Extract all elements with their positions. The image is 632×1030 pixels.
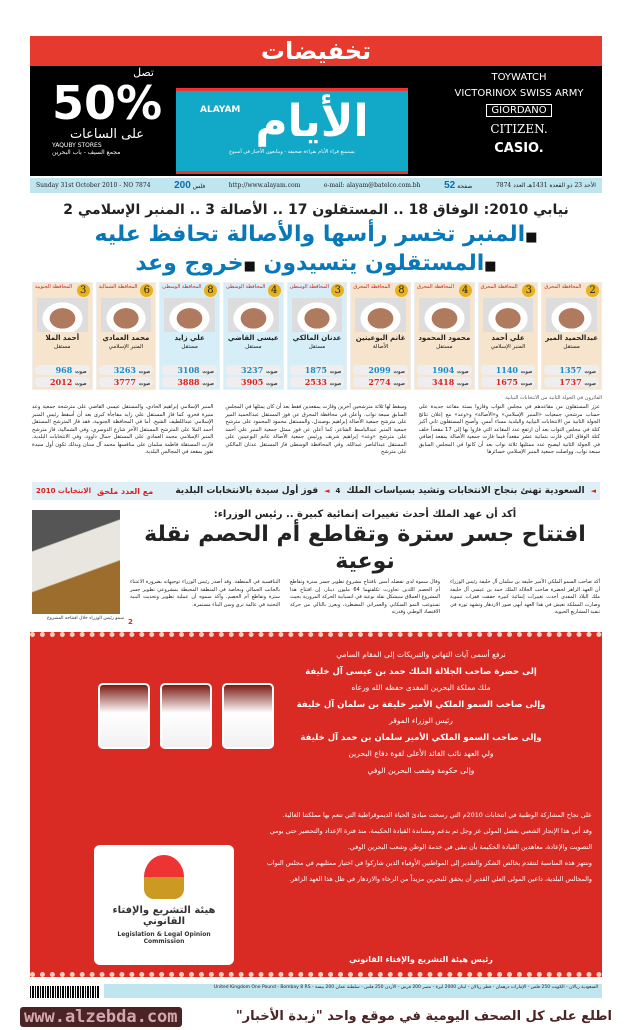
votes-label: صوت [584, 369, 596, 375]
logo-en: ALAYAM [200, 105, 241, 115]
votes-value: 3237 [241, 365, 264, 375]
ad-paragraph: وننتهز هذه المناسبة لنتقدم بخالص الشكر والتقدير إلى المواطنين الأوفياء الذين شاركوا في اختيار ممثليهم في مجلس النواب والمجالس البلدية، داعين المولى العلي القدير أن يحقق للبحرين مزيداً من الرخاء والازدهار في ظل هذا العهد الزاهر. [266, 859, 592, 883]
card-rank-badge: 6 [140, 284, 153, 297]
winners-cards [32, 282, 602, 390]
candidate-photo [546, 298, 597, 332]
votes-winner [290, 377, 345, 387]
votes-value: 3905 [241, 377, 264, 387]
votes-label: صوت [266, 369, 278, 375]
candidate-photo [164, 298, 215, 332]
org-name-en: Legislation & Legal Opinion Commission [117, 931, 211, 945]
votes-label: صوت [266, 381, 278, 387]
brand-list [444, 72, 594, 161]
barcode [30, 986, 100, 998]
article-title[interactable]: افتتاح جسر سترة وتقاطع أم الحصم نقلة نوعية [144, 522, 586, 574]
ad-paragraph: وقد أتى هذا الإنجاز الشعبي بفضل المولى عز وجل ثم بدعم ومساندة القيادة الحكيمة، منذ فترة الإعداد والتحضير حتى يومي التصويت والإعادة، معاهدين القيادة الحكيمة بأن نبقى في خدمة الوطن وشعب البحرين الوفي. [269, 827, 592, 851]
lead-story [32, 404, 600, 457]
votes-winner [353, 377, 408, 387]
candidate-party: مستقل [245, 344, 262, 350]
on-watches-label: على الساعات [69, 127, 145, 142]
candidate-party: مستقل [436, 344, 453, 350]
brand-victorinox: VICTORINOX SWISS ARMY [454, 88, 584, 99]
card-header [417, 284, 472, 297]
votes-label: صوت [457, 369, 469, 375]
votes-label: صوت [202, 369, 214, 375]
ad-signature: رئيس هيئة التشريع والإفتاء القانوني [349, 955, 493, 964]
greeting-line: ملك مملكة البحرين المفدى حفظه الله ورعاه [351, 683, 491, 692]
votes-label: صوت [457, 381, 469, 387]
votes-label: صوت [520, 381, 533, 387]
votes-value: 1904 [432, 365, 455, 375]
article-photo [32, 510, 120, 614]
card-region: المحافظة الوسطى [225, 284, 266, 290]
ad-banner-sale-title: تخفيضات [30, 36, 602, 66]
votes-value: 1675 [495, 377, 518, 387]
card-rank-badge: 3 [331, 284, 344, 297]
card-region: المحافظة الوسطى [289, 284, 329, 290]
candidate-name: محمود المحمود [418, 334, 471, 342]
candidate-photo [355, 298, 406, 332]
votes-opponent [417, 365, 472, 375]
article-photo-caption: سمو رئيس الوزراء خلال افتتاحه المشروع [46, 616, 124, 621]
bullet-square-icon: ■ [243, 259, 256, 274]
votes-label: صوت [75, 369, 87, 375]
candidate-name: غانم البوعينين [355, 334, 406, 342]
votes-opponent [290, 365, 345, 375]
date-ar: الأحد 23 ذو القعدة 1431هـ العدد 7874 [495, 182, 596, 189]
votes-winner [544, 377, 599, 387]
article-body [130, 579, 600, 617]
candidate-photo [101, 298, 152, 332]
brand-casio: CASIO. [494, 141, 544, 156]
votes-label: صوت [584, 381, 596, 387]
subheadline: نيابي 2010: الوفاق 18 .. المستقلون 17 .. الأصالة 3 .. المنبر الإسلامي 2 [63, 202, 569, 218]
candidate-name: عبدالحميد المير [545, 334, 599, 342]
brand-giordano: GIORDANO [486, 104, 551, 117]
candidate-photo [228, 298, 279, 332]
article-page-ref[interactable]: 2 [128, 618, 133, 626]
votes-value: 2099 [368, 365, 391, 375]
greeting-line: وإلى حكومة وشعب البحرين الوفي [367, 765, 475, 775]
arrow-icon: ◄ [590, 486, 596, 495]
candidate-party: مستقل [308, 344, 326, 350]
portrait-photo [98, 683, 150, 749]
page-unit: صفحة [457, 183, 473, 190]
card-region: المحافظة المحرق [416, 284, 454, 290]
logo-ar: الأيام [255, 96, 369, 147]
votes-opponent [99, 365, 154, 375]
votes-label: صوت [75, 381, 87, 387]
candidate-name: محمد العمادي [102, 334, 150, 342]
headline-part-3: خروج وعد [135, 251, 244, 276]
candidate-name: علي زايد [174, 334, 205, 342]
votes-winner [417, 377, 472, 387]
promo-banner[interactable] [0, 1003, 632, 1030]
votes-label: صوت [393, 381, 405, 387]
store-address: مجمع السيف - باب البحرين [52, 149, 121, 156]
price-unit: فلس [192, 183, 206, 190]
brand-toywatch: TOYWATCH [491, 72, 547, 83]
teaser-bar [32, 482, 600, 500]
logo-tagline: يستمتع قراء الأيام بقراءة صحيفة - ويتابعون الأخبار في أسبوع [229, 149, 355, 155]
footer-prices: السعودية ريالان - الكويت 250 فلس - الإمارات درهمان - قطر ريالان - لبنان 2000 ليرة - مصر 200 قرش - الأردن 250 فلس - سلطنة عمان 200 بيسة - United Kingdom One Pound - Bombay 8 RS [104, 984, 602, 998]
article-kicker: أكد أن عهد الملك أحدث تغييرات إنمائية كبيرة .. رئيس الوزراء: [213, 509, 517, 520]
votes-opponent [481, 365, 536, 375]
supplement-label: مع العدد ملحق [96, 486, 154, 496]
greeting-line: وإلى صاحب السمو الملكي الأمير خليفة بن سلمان آل خليفة [296, 699, 546, 710]
card-region: المحافظة الوسطى [162, 284, 202, 290]
greeting-line: رئيس الوزراء الموقر [389, 716, 453, 725]
votes-label: صوت [393, 369, 405, 375]
card-header [353, 284, 408, 297]
votes-value: 1140 [495, 365, 518, 375]
candidate-party: مستقل [54, 344, 71, 350]
greeting-lines [250, 647, 592, 779]
votes-opponent [162, 365, 217, 375]
article-column: أكد صاحب السمو الملكي الأمير خليفة بن سلمان آل خليفة رئيس الوزراء أن العهد الزاهر لحضرة صاحب الجلالة الملك حمد بن عيسى آل خليفة ملك البلاد المفدى أحدث تغييرات إنمائية كبيرة حققت قفزات تنموية وصارت المملكة تعيش في هذا العهد أبهى صور الازدهار وتشهد ثورة في تنفيذ المشاريع الحيوية. [450, 579, 600, 615]
greeting-line: نرفع أسمى آيات التهاني والتبريكات إلى المقام السامي [336, 650, 506, 659]
main-headline[interactable] [30, 222, 602, 280]
card-header [481, 284, 536, 297]
bullet-square-icon: ■ [484, 259, 497, 274]
votes-value: 2012 [50, 377, 73, 387]
votes-opponent [353, 365, 408, 375]
votes-label: صوت [202, 381, 214, 387]
headline-part-1: المنبر تخسر رأسها والأصالة تحافظ عليه [94, 222, 526, 247]
card-rank-badge: 3 [77, 284, 90, 297]
article-column: وقال سموه لدى تفضله أمس بافتتاح مشروع تطوير جسر سترة وتقاطع أم الحصم اللذين تجاوزت تكلفتهما 64 مليون دينار، إن افتتاح هذا المشروع العملاق سيشكل نقلة نوعية في انسيابية الحركة المرورية بحيث تستوعب النمو السكاني والعمراني المضطرد، ويعزز بالتالي من حركة الاقتصاد الوطني وقدرته [290, 579, 441, 615]
votes-winner [481, 377, 536, 387]
commission-logo [94, 845, 234, 965]
card-region: المحافظة المحرق [353, 284, 391, 290]
candidate-name: عدنان المالكي [292, 334, 342, 342]
card-header [544, 284, 599, 297]
votes-winner [99, 377, 154, 387]
lead-column: عزز المستقلون من مقاعدهم في مجلس النواب وفازوا بستة مقاعد جديدة على حساب مرشحي جمعيات «المنبر الإسلامي» و«الأصالة» و«وعد» مع إعلان نتائج الجولة الثانية من الانتخابات النيابية والبلدية مساء أمس. وأصبح المستقلون ثاني أكبر كتلة في مجلس النواب بعد أن ارتفع عدد المقاعد التي فازوا بها إلى 17 مقعداً خلف كتلة الوفاق التي فازت بثمانية عشر مقعداً فيما فازت جمعية الأصالة بمقعد إضافي في الجولة الثانية ليصبح عدد ممثليها ثلاثة نواب بعد أن كانوا في المجلس السابق سبعة نواب، وواصلت جمعية المنبر الإسلامي خسائرها [418, 404, 600, 455]
card-header [162, 284, 217, 297]
org-name-ar: هيئة التشريع والإفتاء القانوني [112, 905, 216, 927]
article [130, 508, 600, 617]
winner-card[interactable] [223, 282, 284, 390]
promo-url[interactable]: www.alzebda.com [20, 1007, 182, 1027]
card-region: المحافظة المحرق [480, 284, 518, 290]
greeting-line: ولي العهد نائب القائد الأعلى لقوة دفاع البحرين [348, 749, 494, 758]
greeting-line: وإلى صاحب السمو الملكي الأمير سلمان بن حمد آل خليفة [300, 732, 542, 743]
portraits [98, 683, 274, 749]
portrait-photo [160, 683, 212, 749]
card-rank-badge: 8 [395, 284, 408, 297]
lead-column: المنبر الإسلامي إبراهيم الحادي، والمستقل عيسى القاضي على مترشحة جمعية وعد منيرة فخرو، كما فاز المستقل علي زايد مفاجأة كبرى بعد أن أسقط رئيس المنبر الإسلامي عبداللطيف الشيخ. أما في المحافظة الجنوبية، فقد فاز المترشح المستقل أحمد الملا على المترشح المستقل الآخر شارع الدوسري، وفي الشمالية، فاز مترشح المنبر الإسلامي محمد العمادي على المستقل جمال داوود، وفي الانتخابات البلدية، فازت المستقلة فاطمة سلمان على منافسها محمد آل سنان وبذلك تكون أول سيدة تفوز بمقعد في المجالس البلدية. [32, 404, 214, 455]
candidate-party: مستقل [563, 344, 580, 350]
store-name: YAQUBY STORES [52, 142, 102, 149]
card-rank-badge: 3 [522, 284, 535, 297]
votes-winner [226, 377, 281, 387]
votes-value: 2774 [368, 377, 391, 387]
card-rank-badge: 4 [459, 284, 472, 297]
votes-label: صوت [138, 369, 151, 375]
congratulation-ad [30, 632, 602, 977]
votes-label: صوت [138, 381, 151, 387]
votes-value: 3263 [113, 365, 136, 375]
ad-body [250, 807, 592, 887]
card-header [35, 284, 90, 297]
winner-card[interactable] [96, 282, 157, 390]
votes-value: 968 [55, 365, 73, 375]
article-column: التنافسية في المنطقة. وقد أصدر رئيس الوزراء توجيهاته بضرورة الاعتناء بالجانب الجمالي وبخاصة في المنطقة المحيطة بمشروعي تطوير جسر سترة وتقاطع أم الحصم، وأكد سموه أن عملية تطوير وتحديث البنية التحتية في عالمة تري وسن البناء مستمرة. [130, 579, 280, 608]
cards-caption: الفائزون في الجولة الثانية من الانتخابات النيابية [505, 395, 602, 401]
votes-winner [35, 377, 90, 387]
card-rank-badge: 2 [586, 284, 599, 297]
votes-label: صوت [520, 369, 533, 375]
card-header [290, 284, 345, 297]
bullet-square-icon: ■ [525, 230, 538, 245]
promo-text: اطلع على كل الصحف اليومية في موقع واحد "زبدة الأخبار" [235, 1009, 612, 1024]
email-link[interactable]: e-mail: alayam@batelco.com.bh [323, 182, 421, 189]
votes-value: 1875 [304, 365, 327, 375]
discount-percent: 50% [51, 76, 163, 130]
date-en: Sunday 31st October 2010 - NO 7874 [36, 182, 151, 189]
card-region: المحافظة المحرق [544, 284, 582, 290]
candidate-photo [419, 298, 470, 332]
headline-part-2: المستقلون يتسيدون [263, 251, 485, 276]
masthead-logo[interactable] [176, 88, 408, 174]
candidate-photo [37, 298, 88, 332]
supplement-logo[interactable]: الانتخابات 2010 [36, 486, 91, 495]
votes-value: 3777 [113, 377, 136, 387]
winner-card[interactable] [350, 282, 411, 390]
candidate-photo [483, 298, 534, 332]
candidate-party: مستقل [181, 344, 198, 350]
candidate-name: عيسى القاضي [227, 334, 279, 342]
winner-card[interactable] [287, 282, 348, 390]
candidate-name: أحمد الملا [45, 334, 80, 342]
price: 200 [174, 180, 191, 191]
teaser-saudi[interactable]: السعودية تهنئ بنجاح الانتخابات وتشيد بسياسات الملك [346, 485, 585, 496]
winner-card[interactable] [159, 282, 220, 390]
winner-card[interactable] [478, 282, 539, 390]
votes-label: صوت [329, 381, 342, 387]
votes-value: 3418 [432, 377, 455, 387]
votes-value: 3888 [177, 377, 200, 387]
candidate-party: المنبر الإسلامي [490, 344, 526, 350]
emblem-icon [144, 855, 184, 899]
votes-opponent [226, 365, 281, 375]
website-link[interactable]: http://www.alayam.com [228, 182, 301, 189]
arrow-icon: ◄ [324, 486, 330, 495]
votes-opponent [544, 365, 599, 375]
card-region: المحافظة الجنوبية [34, 284, 73, 290]
votes-value: 1357 [559, 365, 582, 375]
up-to-label: تصل [133, 66, 154, 79]
lead-column: وسقط لها ثلاثة مترشحين آخرين وفازت بمقعدين فقط بعد أن كان يمثلها في المجلس السابق سبعة نواب. وأعلن في محافظة المحرق عن فوز المستقل عبدالحميد المير على مترشح جمعية الأصالة إبراهيم بوصندل، والمستقل محمود المحمود على مترشح جمعية المنبر عبدالباسط الشاعر، كما أعلن عن فوز ممثل جمعية المنبر علي أحمد على مترشح «وعد» إبراهيم شريف ورئيس جمعية الأصالة غانم البوعينين على المستقل عبدالناصر عبدالله. وفي المحافظة الوسطى فاز المستقل عدنان المالكي على مترشح [225, 404, 407, 455]
candidate-name: علي أحمد [491, 334, 525, 342]
card-rank-badge: 4 [268, 284, 281, 297]
brand-citizen: CITIZEN. [490, 122, 548, 136]
candidate-photo [292, 298, 343, 332]
teaser-page-ref[interactable]: 4 [335, 486, 341, 495]
votes-value: 1737 [559, 377, 582, 387]
card-header [226, 284, 281, 297]
winner-card[interactable] [541, 282, 602, 390]
card-region: المحافظة الشمالية [98, 284, 138, 290]
teaser-woman-win[interactable]: فوز أول سيدة بالانتخابات البلدية [175, 485, 319, 496]
issue-info-bar [30, 178, 602, 193]
votes-opponent [35, 365, 90, 375]
winner-card[interactable] [414, 282, 475, 390]
votes-value: 2533 [304, 377, 327, 387]
card-rank-badge: 8 [204, 284, 217, 297]
greeting-line: إلى حضرة صاحب الجلالة الملك حمد بن عيسى آل خليفة [305, 666, 537, 677]
winner-card[interactable] [32, 282, 93, 390]
page-count: 52 [444, 180, 456, 191]
candidate-party: الأصالة [372, 344, 389, 350]
discount-block [42, 66, 172, 156]
votes-value: 3108 [177, 365, 200, 375]
votes-label: صوت [329, 369, 342, 375]
card-header [99, 284, 154, 297]
ad-paragraph: على نجاح المشاركة الوطنية في انتخابات 2010م التي رسخت مبادئ الحياة الديموقراطية التي تنعم بها مملكتنا الغالية. [282, 811, 592, 819]
candidate-party: المنبر الإسلامي [108, 344, 144, 350]
votes-winner [162, 377, 217, 387]
